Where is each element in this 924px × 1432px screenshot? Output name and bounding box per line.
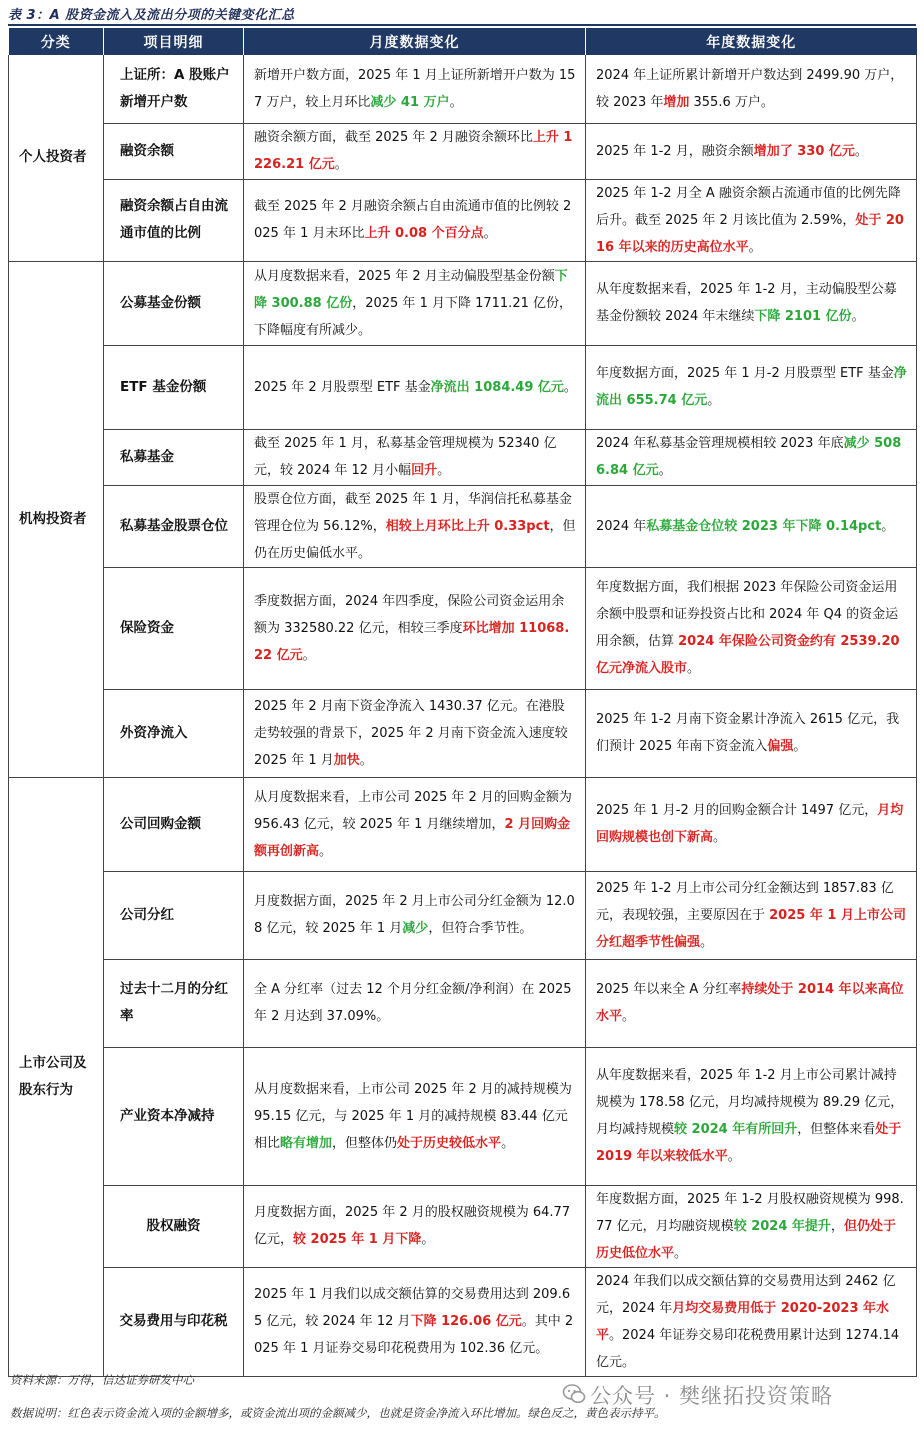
header-item: 项目明细	[104, 28, 244, 55]
item-label: ETF 基金份额	[104, 345, 244, 429]
annual-text: 2024 年私募基金仓位较 2023 年下降 0.14pct。	[586, 485, 917, 567]
header-annual: 年度数据变化	[586, 28, 917, 55]
table-row	[9, 261, 917, 345]
capital-flow-table	[8, 28, 917, 1377]
annual-text: 年度数据方面，2025 年 1-2 月股权融资规模为 998.77 亿元，月均融资规模较 2024 年提升，但仍处于历史低位水平。	[586, 1185, 917, 1267]
category-institution: 机构投资者	[9, 261, 104, 777]
annual-text: 年度数据方面，2025 年 1 月-2 月股票型 ETF 基金净流出 655.74 亿元。	[586, 345, 917, 429]
table-row	[9, 1185, 917, 1267]
annual-text: 2024 年上证所累计新增开户数达到 2499.90 万户，较 2023 年增加 355.6 万户。	[586, 55, 917, 123]
item-label: 私募基金	[104, 429, 244, 485]
category-personal: 个人投资者	[9, 55, 104, 261]
header-monthly: 月度数据变化	[244, 28, 586, 55]
item-label: 保险资金	[104, 567, 244, 689]
table-row	[9, 689, 917, 777]
item-label: 产业资本净减持	[104, 1047, 244, 1185]
item-label: 股权融资	[104, 1185, 244, 1267]
annual-text: 2025 年 1-2 月全 A 融资余额占流通市值的比例先降后升。截至 2025 年 2 月该比值为 2.59%，处于 2016 年以来的历史高位水平。	[586, 179, 917, 261]
monthly-text: 新增开户数方面，2025 年 1 月上证所新增开户数为 157 万户，较上月环比减少 41 万户。	[244, 55, 586, 123]
watermark: 公众号 · 樊继拓投资策略	[590, 1384, 834, 1408]
table-header-row	[9, 28, 917, 55]
table-row	[9, 1267, 917, 1376]
item-label: 私募基金股票仓位	[104, 485, 244, 567]
annual-text: 2025 年 1-2 月，融资余额增加了 330 亿元。	[586, 123, 917, 179]
table-row	[9, 777, 917, 871]
table-row	[9, 485, 917, 567]
monthly-text: 从月度数据来看，2025 年 2 月主动偏股型基金份额下降 300.88 亿份，2025 年 1 月下降 1711.21 亿份，下降幅度有所减少。	[244, 261, 586, 345]
table-row	[9, 345, 917, 429]
header-category: 分类	[9, 28, 104, 55]
wechat-icon	[562, 1382, 586, 1406]
monthly-text: 截至 2025 年 1 月，私募基金管理规模为 52340 亿元，较 2024 年 12 月小幅回升。	[244, 429, 586, 485]
monthly-text: 季度数据方面，2024 年四季度，保险公司资金运用余额为 332580.22 亿元，相较三季度环比增加 11068.22 亿元。	[244, 567, 586, 689]
monthly-text: 2025 年 1 月我们以成交额估算的交易费用达到 209.65 亿元，较 2024 年 12 月下降 126.06 亿元。其中 2025 年 1 月证券交易印花税费用为 102.36 亿元。	[244, 1267, 586, 1376]
source-note: 资料来源：万得，信达证券研发中心	[10, 1373, 194, 1387]
annual-text: 2024 年私募基金管理规模相较 2023 年底减少 5086.84 亿元。	[586, 429, 917, 485]
annual-text: 2025 年 1 月-2 月的回购金额合计 1497 亿元，月均回购规模也创下新高。	[586, 777, 917, 871]
item-label: 过去十二月的分红率	[104, 959, 244, 1047]
monthly-text: 股票仓位方面，截至 2025 年 1 月，华润信托私募基金管理仓位为 56.12%，相较上月环比上升 0.33pct，但仍在历史偏低水平。	[244, 485, 586, 567]
table-row	[9, 55, 917, 123]
item-label: 外资净流入	[104, 689, 244, 777]
monthly-text: 融资余额方面，截至 2025 年 2 月融资余额环比上升 1226.21 亿元。	[244, 123, 586, 179]
item-label: 公募基金份额	[104, 261, 244, 345]
item-label: 交易费用与印花税	[104, 1267, 244, 1376]
annual-text: 2025 年以来全 A 分红率持续处于 2014 年以来高位水平。	[586, 959, 917, 1047]
data-note: 数据说明：红色表示资金流入项的金额增多，或资金流出项的金额减少，也就是资金净流入环比增加。绿色反之，黄色表示持平。	[10, 1406, 666, 1420]
table-row	[9, 959, 917, 1047]
table-row	[9, 429, 917, 485]
table-row	[9, 1047, 917, 1185]
table-row	[9, 567, 917, 689]
title-rule	[8, 24, 916, 26]
item-label: 公司回购金额	[104, 777, 244, 871]
annual-text: 2024 年我们以成交额估算的交易费用达到 2462 亿元，2024 年月均交易费用低于 2020-2023 年水平。2024 年证券交易印花税费用累计达到 1274.14 亿元。	[586, 1267, 917, 1376]
monthly-text: 2025 年 2 月股票型 ETF 基金净流出 1084.49 亿元。	[244, 345, 586, 429]
monthly-text: 从月度数据来看，上市公司 2025 年 2 月的减持规模为 95.15 亿元，与 2025 年 1 月的减持规模 83.44 亿元相比略有增加，但整体仍处于历史较低水平。	[244, 1047, 586, 1185]
item-label: 上证所：A 股账户新增开户数	[104, 55, 244, 123]
annual-text: 2025 年 1-2 月上市公司分红金额达到 1857.83 亿元，表现较强，主要原因在于 2025 年 1 月上市公司分红超季节性偏强。	[586, 871, 917, 959]
annual-text: 年度数据方面，我们根据 2023 年保险公司资金运用余额中股票和证券投资占比和 2024 年 Q4 的资金运用余额，估算 2024 年保险公司资金约有 2539.20 亿元净流入股市。	[586, 567, 917, 689]
annual-text: 2025 年 1-2 月南下资金累计净流入 2615 亿元，我们预计 2025 年南下资金流入偏强。	[586, 689, 917, 777]
item-label: 融资余额	[104, 123, 244, 179]
item-label: 公司分红	[104, 871, 244, 959]
monthly-text: 2025 年 2 月南下资金净流入 1430.37 亿元。在港股走势较强的背景下，2025 年 2 月南下资金流入速度较 2025 年 1 月加快。	[244, 689, 586, 777]
category-listed: 上市公司及股东行为	[9, 777, 104, 1376]
annual-text: 从年度数据来看，2025 年 1-2 月上市公司累计减持规模为 178.58 亿元，月均减持规模为 89.29 亿元，月均减持规模较 2024 年有所回升，但整体来看处于 2019 年以来较低水平。	[586, 1047, 917, 1185]
table-row	[9, 123, 917, 179]
monthly-text: 月度数据方面，2025 年 2 月的股权融资规模为 64.77 亿元，较 2025 年 1 月下降。	[244, 1185, 586, 1267]
monthly-text: 截至 2025 年 2 月融资余额占自由流通市值的比例较 2025 年 1 月末环比上升 0.08 个百分点。	[244, 179, 586, 261]
annual-text: 从年度数据来看，2025 年 1-2 月，主动偏股型公募基金份额较 2024 年末继续下降 2101 亿份。	[586, 261, 917, 345]
monthly-text: 全 A 分红率（过去 12 个月分红金额/净利润）在 2025 年 2 月达到 37.09%。	[244, 959, 586, 1047]
table-row	[9, 179, 917, 261]
table-row	[9, 871, 917, 959]
monthly-text: 从月度数据来看，上市公司 2025 年 2 月的回购金额为 956.43 亿元，较 2025 年 1 月继续增加，2 月回购金额再创新高。	[244, 777, 586, 871]
monthly-text: 月度数据方面，2025 年 2 月上市公司分红金额为 12.08 亿元，较 2025 年 1 月减少，但符合季节性。	[244, 871, 586, 959]
item-label: 融资余额占自由流通市值的比例	[104, 179, 244, 261]
table-title: 表 3：A 股资金流入及流出分项的关键变化汇总	[8, 8, 295, 23]
